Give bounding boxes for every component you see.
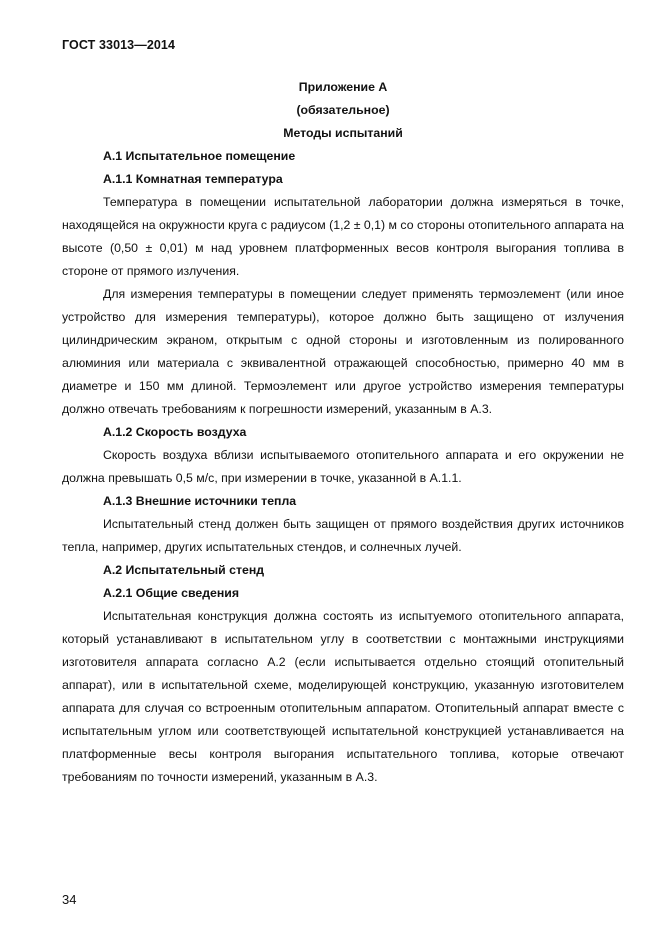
section-a1-1-paragraph-2: Для измерения температуры в помещении следует применять термоэлемент (или иное устройство для измерения температуры), которое должно быть защищено от излучения цилиндрическим экраном, открытым с одной стороны и изготовленным из полированного алюминия или материала с эквивалентной отражающей способностью, примерно 40 мм в диаметре и 150 мм длиной. Термоэлемент или другое устройство измерения температуры должно отвечать требованиям к погрешности измерений, указанным в А.3. xyxy=(62,287,624,416)
appendix-subject: Методы испытаний xyxy=(283,126,403,140)
section-a1-heading: А.1 Испытательное помещение xyxy=(103,149,296,163)
section-a1-3-paragraph: Испытательный стенд должен быть защищен от прямого воздействия других источников тепла, например, других испытательных стендов, и солнечных лучей. xyxy=(62,517,624,554)
section-a1-1-paragraph-1: Температура в помещении испытательной лаборатории должна измеряться в точке, находящейся на окружности круга с радиусом (1,2 ± 0,1) м со стороны отопительного аппарата на высоте (0,50 ± 0,01) м над уровнем платформенных весов контроля выгорания топлива в стороне от прямого излучения. xyxy=(62,195,624,278)
section-a1-3-heading: А.1.3 Внешние источники тепла xyxy=(103,494,297,508)
section-a1-2-paragraph: Скорость воздуха вблизи испытываемого отопительного аппарата и его окружении не должна превышать 0,5 м/с, при измерении в точке, указанной в А.1.1. xyxy=(62,448,624,485)
appendix-status: (обязательное) xyxy=(296,103,390,117)
section-a2-1-paragraph: Испытательная конструкция должна состоять из испытуемого отопительного аппарата, который устанавливают в испытательном углу в соответствии с монтажными инструкциями изготовителя аппарата согласно А.2 (если испытывается отдельно стоящий отопительный аппарат), или в испытательной схеме, моделирующей конструкцию, указанную изготовителем аппарата для случая со встроенным отопительным аппаратом. Отопительный аппарат вместе с испытательным углом или соответствующей испытательной конструкцией устанавливается на платформенные весы контроля выгорания испытательного топлива, которые отвечают требованиям по точности измерений, указанным в А.3. xyxy=(62,609,624,784)
section-a1-2-heading: А.1.2 Скорость воздуха xyxy=(103,425,247,439)
section-a2-1-heading: А.2.1 Общие сведения xyxy=(103,586,240,600)
page-number: 34 xyxy=(62,892,77,907)
document-code: ГОСТ 33013—2014 xyxy=(62,38,176,52)
section-a1-1-heading: А.1.1 Комнатная температура xyxy=(103,172,283,186)
appendix-title: Приложение А xyxy=(298,80,388,94)
page-content xyxy=(62,76,624,789)
section-a2-heading: А.2 Испытательный стенд xyxy=(103,563,265,577)
